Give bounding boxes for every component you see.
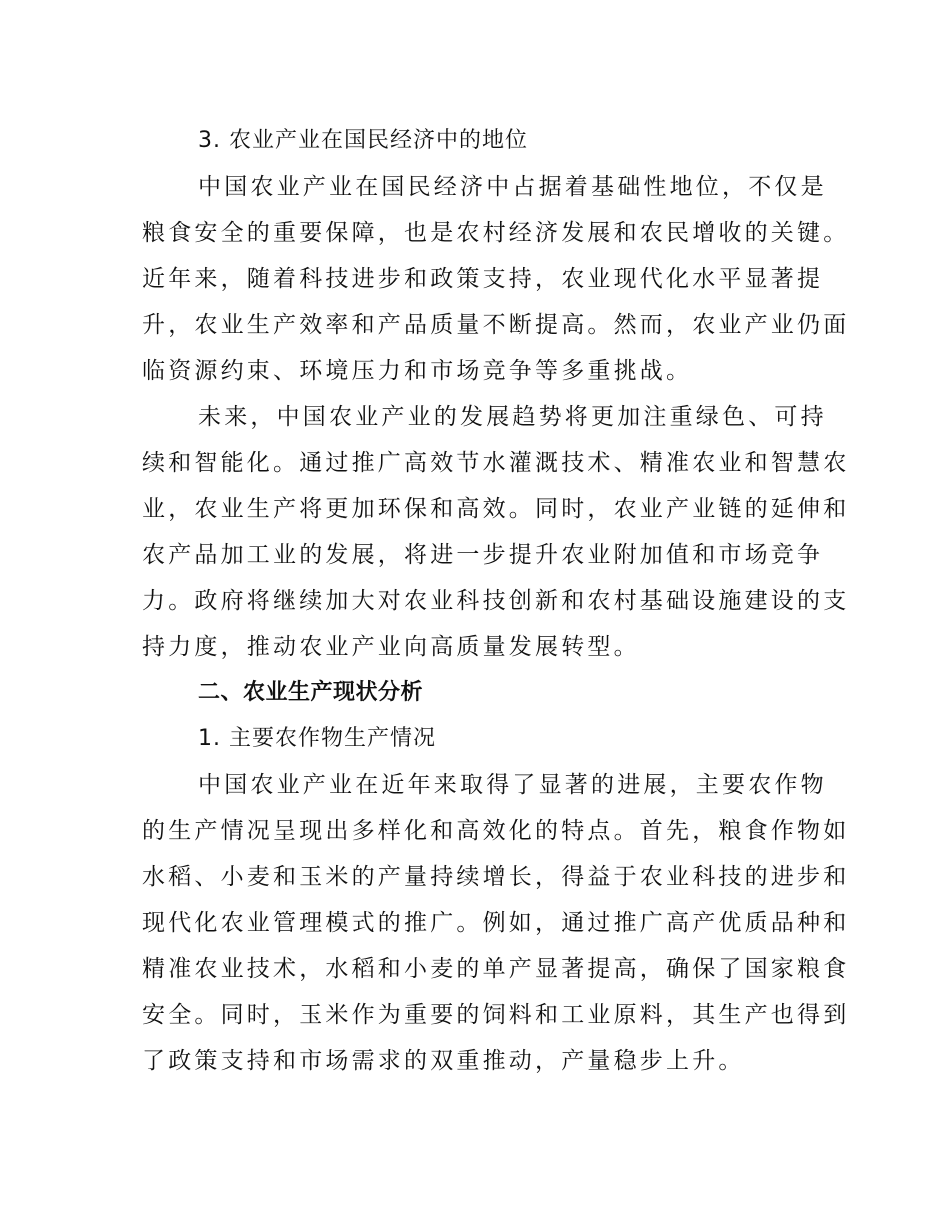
section-heading-3: 3. 农业产业在国民经济中的地位 — [198, 128, 528, 153]
paragraph-line: 安全。同时，玉米作为重要的饲料和工业原料，其生产也得到 — [142, 1002, 850, 1028]
paragraph-agri-status — [142, 164, 850, 394]
paragraph-line: 中国农业产业在近年来取得了显著的进展，主要农作物 — [198, 772, 827, 798]
paragraph-line: 业，农业生产将更加环保和高效。同时，农业产业链的延伸和 — [142, 496, 850, 522]
paragraph-line: 现代化农业管理模式的推广。例如，通过推广高产优质品种和 — [142, 910, 850, 936]
paragraph-line: 精准农业技术，水稻和小麦的单产显著提高，确保了国家粮食 — [142, 956, 850, 982]
paragraph-line: 了政策支持和市场需求的双重推动，产量稳步上升。 — [142, 1048, 745, 1074]
paragraph-line: 中国农业产业在国民经济中占据着基础性地位，不仅是 — [198, 174, 827, 200]
paragraph-line: 水稻、小麦和玉米的产量持续增长，得益于农业科技的进步和 — [142, 864, 850, 890]
paragraph-line: 的生产情况呈现出多样化和高效化的特点。首先，粮食作物如 — [142, 818, 850, 844]
paragraph-line: 未来，中国农业产业的发展趋势将更加注重绿色、可持 — [198, 404, 827, 430]
paragraph-line: 力。政府将继续加大对农业科技创新和农村基础设施建设的支 — [142, 588, 850, 614]
document-body — [142, 118, 850, 1084]
section-heading-2: 二、农业生产现状分析 — [198, 680, 424, 705]
paragraph-line: 粮食安全的重要保障，也是农村经济发展和农民增收的关键。 — [142, 220, 850, 246]
paragraph-line: 临资源约束、环境压力和市场竞争等多重挑战。 — [142, 358, 693, 384]
section-heading-2-1: 1. 主要农作物生产情况 — [198, 726, 436, 751]
paragraph-crop-production — [142, 762, 850, 1084]
paragraph-line: 续和智能化。通过推广高效节水灌溉技术、精准农业和智慧农 — [142, 450, 850, 476]
paragraph-line: 升，农业生产效率和产品质量不断提高。然而，农业产业仍面 — [142, 312, 850, 338]
paragraph-line: 持力度，推动农业产业向高质量发展转型。 — [142, 634, 640, 660]
paragraph-future-trends — [142, 394, 850, 670]
paragraph-line: 农产品加工业的发展，将进一步提升农业附加值和市场竞争 — [142, 542, 824, 568]
paragraph-line: 近年来，随着科技进步和政策支持，农业现代化水平显著提 — [142, 266, 824, 292]
